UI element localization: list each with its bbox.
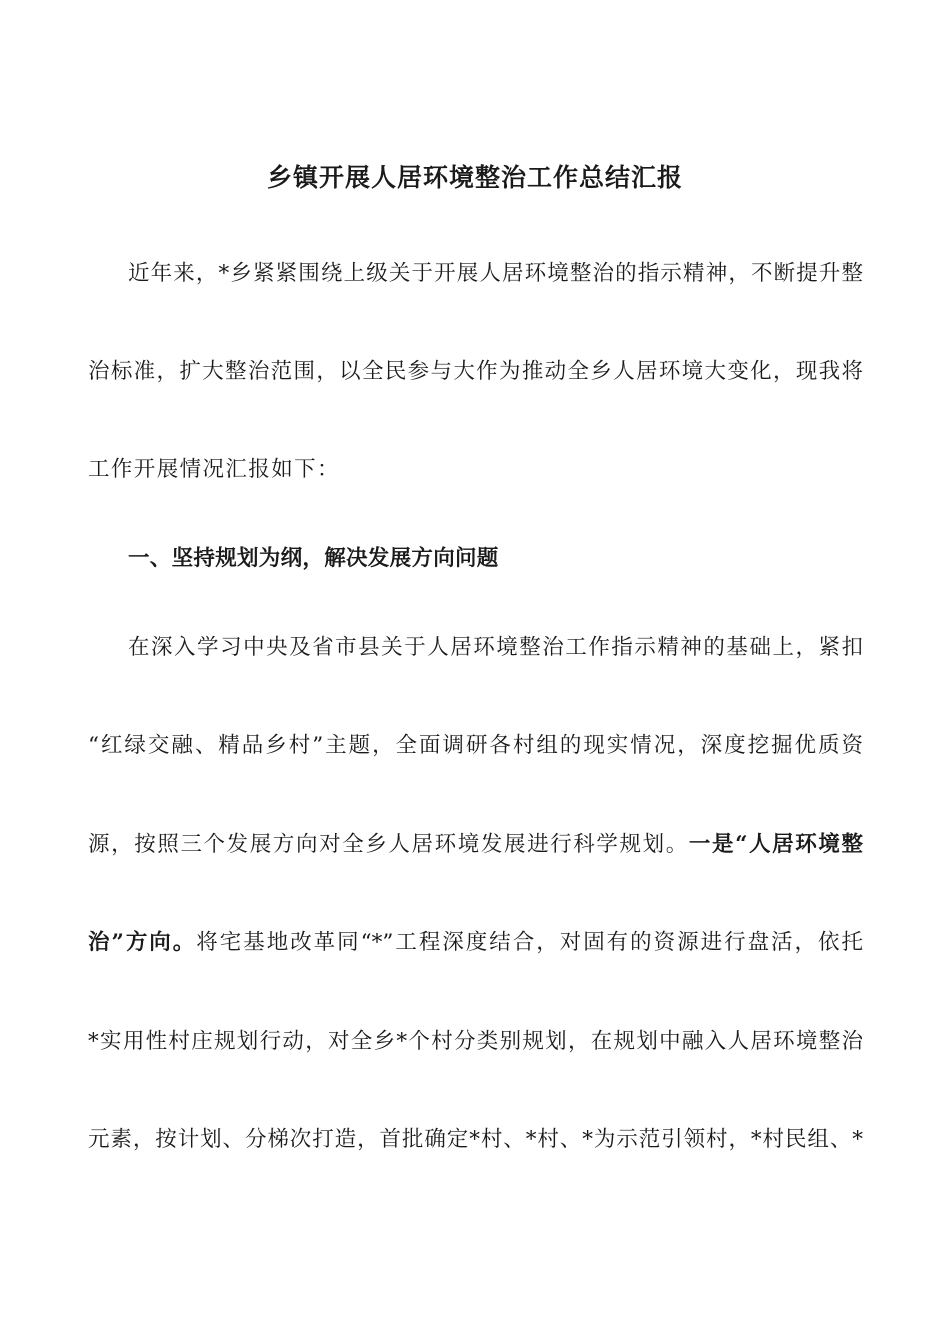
section-1-line-3 xyxy=(88,827,863,858)
section-1-heading: 一、坚持规划为纲，解决发展方向问题 xyxy=(128,546,499,571)
intro-line-2: 治标准，扩大整治范围，以全民参与大作为推动全乡人居环境大变化，现我将 xyxy=(88,359,863,384)
section-1-line-6: 元素，按计划、分梯次打造，首批确定*村、*村、*为示范引领村，*村民组、* xyxy=(88,1127,863,1152)
document-title: 乡镇开展人居环境整治工作总结汇报 xyxy=(266,163,683,192)
section-1-line-2: “红绿交融、精品乡村”主题，全面调研各村组的现实情况，深度挖掘优质资 xyxy=(88,733,863,758)
point-one-label-end: 治”方向。 xyxy=(88,930,197,955)
intro-line-3: 工作开展情况汇报如下： xyxy=(88,457,340,482)
section-1-line-4-text: 将宅基地改革同“*”工程深度结合，对固有的资源进行盘活，依托 xyxy=(196,930,863,955)
section-1-line-5: *实用性村庄规划行动，对全乡*个村分类别规划，在规划中融入人居环境整治 xyxy=(88,1029,863,1054)
point-one-label-start: 一是“人居环境整 xyxy=(688,832,863,857)
section-1-line-1: 在深入学习中央及省市县关于人居环境整治工作指示精神的基础上，紧扣 xyxy=(128,635,863,660)
intro-line-1: 近年来，*乡紧紧围绕上级关于开展人居环境整治的指示精神，不断提升整 xyxy=(128,261,863,286)
section-1-line-3-text: 源，按照三个发展方向对全乡人居环境发展进行科学规划。 xyxy=(88,832,689,857)
section-1-line-4 xyxy=(88,925,863,956)
